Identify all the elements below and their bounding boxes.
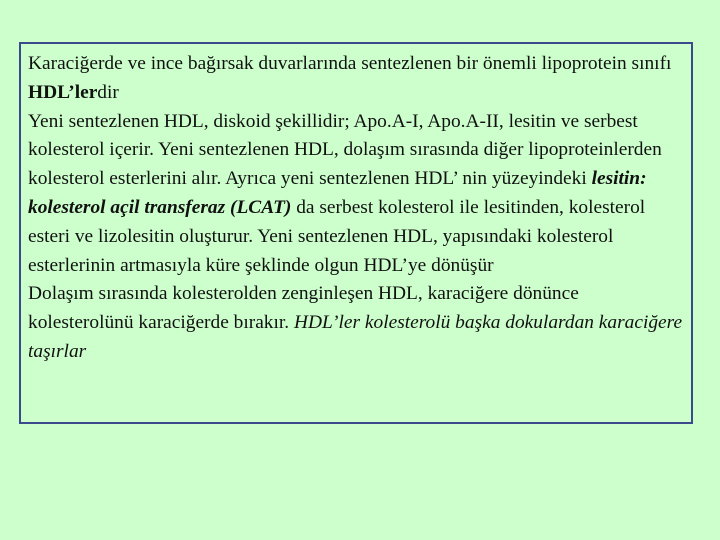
paragraph-hdl-definition	[28, 50, 683, 108]
text-segment: da serbest kolesterol ile lesitinden, kolesterol esteri ve lizolesitin oluşturur. Yeni sentezlenen HDL, yapısındaki kolesterol esterlerinin artmasıyla küre şeklinde olgun HDL’ye dönüşür	[28, 196, 646, 276]
text-segment: Dolaşım sırasında kolesterolden zenginleşen HDL, karaciğere dönünce kolesterolünü karaciğerde bırakır.	[28, 283, 579, 334]
text-segment: Yeni sentezlenen HDL, diskoid şekillidir; Apo.A-I, Apo.A-II, lesitin ve serbest kolesterol içerir. Yeni sentezlenen HDL, dolaşım sırasında diğer lipoproteinlerden kolesterol esterlerini alır. Ayrıca yeni sentezlenen HDL’ nin yüzeyindeki	[28, 110, 662, 190]
text-box	[19, 42, 693, 424]
text-segment: Karaciğerde ve ince bağırsak duvarlarında sentezlenen bir önemli lipoprotein sınıfı	[28, 53, 672, 74]
text-segment: dir	[97, 81, 119, 103]
bold-italic-term-lcat: lesitin: kolesterol açil transferaz (LCAT)	[28, 168, 647, 218]
paragraph-new-hdl	[28, 108, 683, 281]
bold-term-hdl: HDL’ler	[28, 81, 98, 103]
paragraph-circulation	[28, 280, 683, 366]
italic-conclusion: HDL’ler kolesterolü başka dokulardan karaciğere taşırlar	[28, 312, 683, 362]
